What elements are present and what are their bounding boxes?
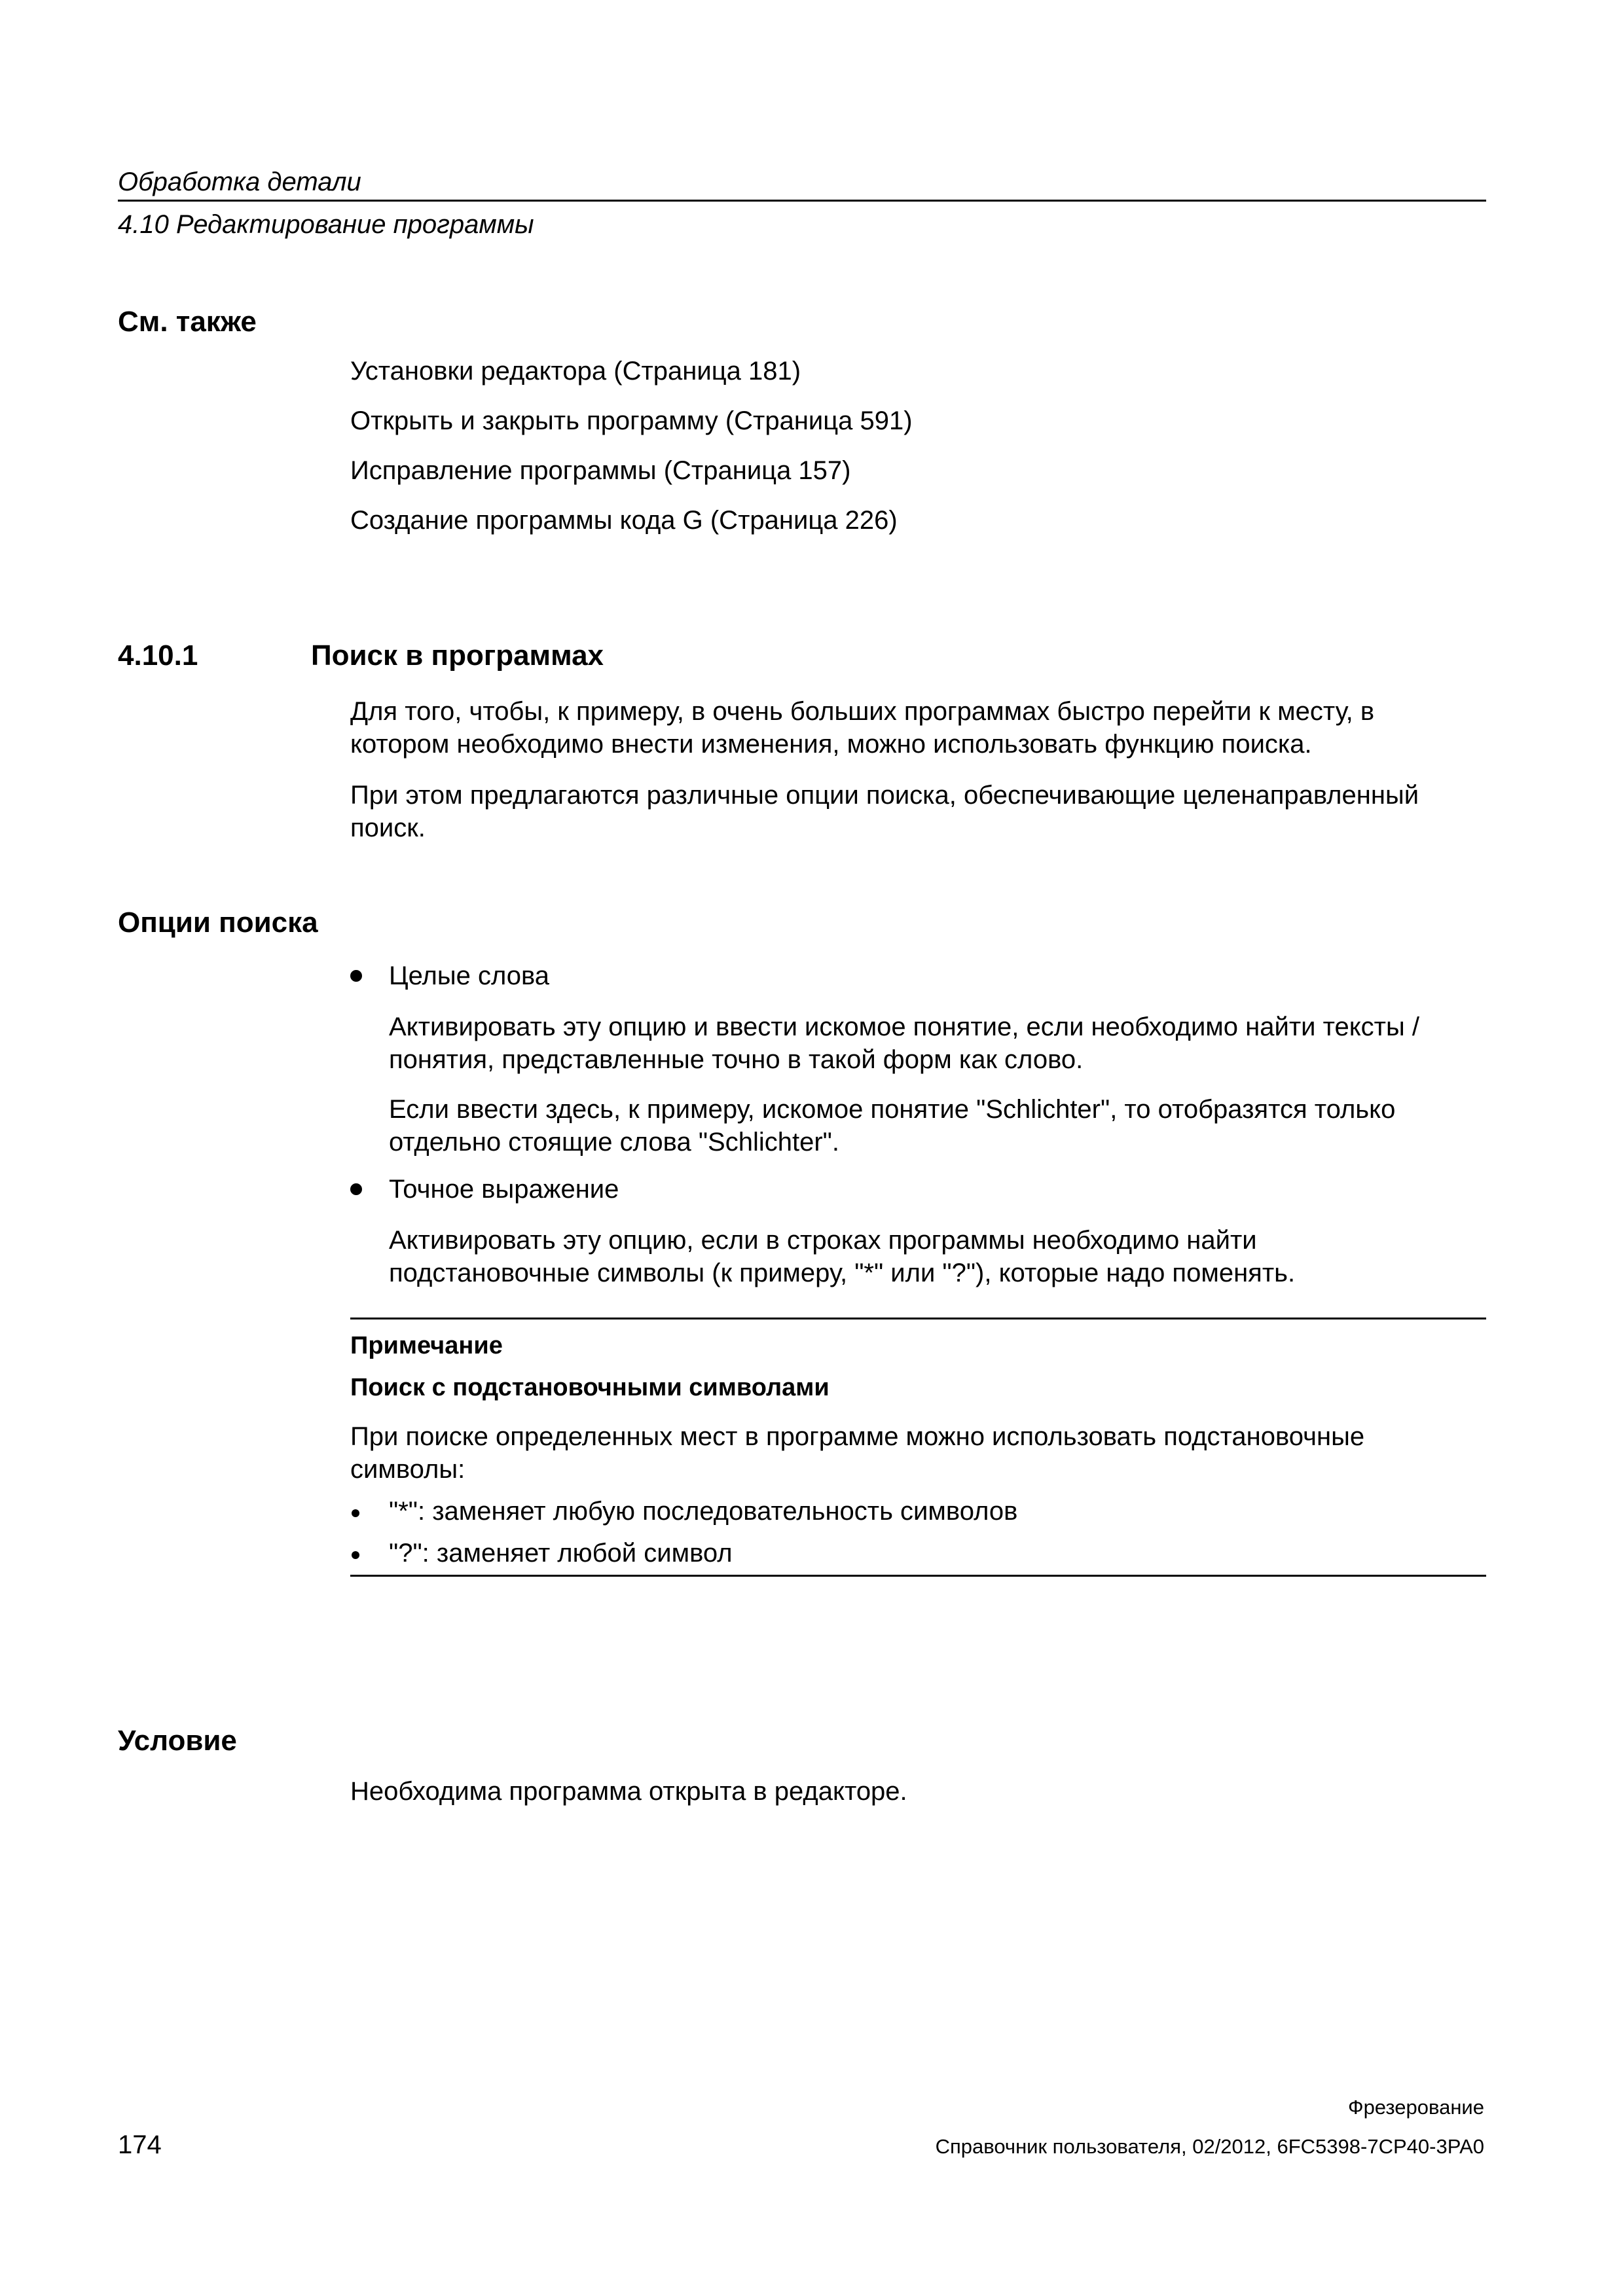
option-title: Целые слова [389, 961, 550, 990]
option-description-line: подстановочные символы (к примеру, "*" или "?"), которые надо поменять. [389, 1259, 1296, 1287]
condition-text: Необходима программа открыта в редакторе. [350, 1777, 907, 1806]
section-paragraph-line: котором необходимо внести изменения, можно использовать функцию поиска. [350, 730, 1312, 759]
see-also-link[interactable]: Создание программы кода G (Страница 226) [350, 506, 898, 535]
option-description-line: понятия, представленные точно в такой форм как слово. [389, 1045, 1084, 1074]
option-description-line: Если ввести здесь, к примеру, искомое понятие "Schlichter", то отобразятся только [389, 1095, 1396, 1124]
see-also-link[interactable]: Установки редактора (Страница 181) [350, 357, 801, 386]
note-bottom-rule [350, 1575, 1486, 1577]
bullet-icon [352, 1551, 359, 1559]
note-text-line: При поиске определенных мест в программе можно использовать подстановочные [350, 1422, 1365, 1451]
bullet-icon [350, 970, 362, 982]
note-label: Примечание [350, 1332, 503, 1359]
bullet-icon [352, 1509, 359, 1517]
header-rule [118, 200, 1486, 202]
section-paragraph-line: При этом предлагаются различные опции поиска, обеспечивающие целенаправленный [350, 781, 1419, 810]
note-text-line: символы: [350, 1455, 465, 1484]
page-number: 174 [118, 2130, 162, 2159]
section-paragraph-line: поиск. [350, 814, 426, 842]
header-chapter: Обработка детали [118, 168, 361, 196]
header-section: 4.10 Редактирование программы [118, 210, 534, 239]
see-also-link[interactable]: Исправление программы (Страница 157) [350, 456, 851, 485]
option-title: Точное выражение [389, 1175, 619, 1204]
see-also-link[interactable]: Открыть и закрыть программу (Страница 591) [350, 406, 913, 435]
section-number: 4.10.1 [118, 639, 198, 672]
section-paragraph-line: Для того, чтобы, к примеру, в очень больших программах быстро перейти к месту, в [350, 697, 1375, 726]
note-bullet-text: "*": заменяет любую последовательность символов [389, 1497, 1018, 1526]
note-bullet-text: "?": заменяет любой символ [389, 1539, 733, 1568]
see-also-heading: См. также [118, 306, 257, 338]
option-description-line: Активировать эту опцию, если в строках программы необходимо найти [389, 1226, 1257, 1255]
condition-heading: Условие [118, 1725, 237, 1757]
option-description-line: отдельно стоящие слова "Schlichter". [389, 1128, 839, 1157]
footer-manual: Справочник пользователя, 02/2012, 6FC5398-7CP40-3PA0 [935, 2135, 1484, 2158]
bullet-icon [350, 1183, 362, 1195]
footer-product: Фрезерование [1348, 2096, 1484, 2119]
note-top-rule [350, 1318, 1486, 1319]
search-options-heading: Опции поиска [118, 906, 318, 939]
option-description-line: Активировать эту опцию и ввести искомое понятие, если необходимо найти тексты / [389, 1013, 1419, 1041]
note-title: Поиск с подстановочными символами [350, 1374, 830, 1401]
section-title: Поиск в программах [311, 639, 604, 672]
